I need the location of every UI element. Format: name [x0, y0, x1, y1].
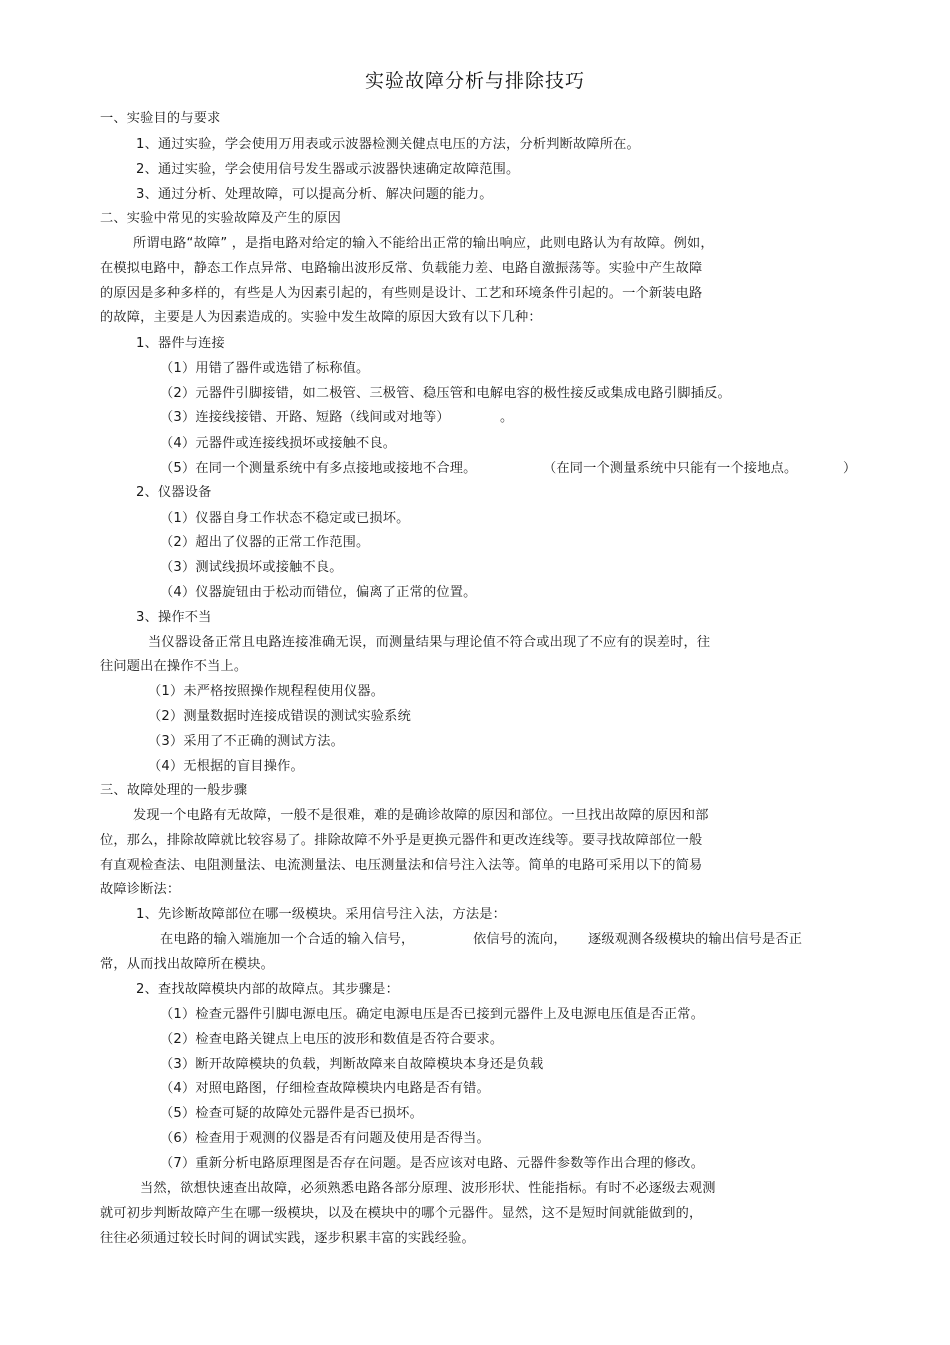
list-item: 3、通过分析、处理故障，可以提高分析、解决问题的能力。 [136, 187, 493, 202]
paragraph-line: 当仪器设备正常且电路连接准确无误，而测量结果与理论值不符合或出现了不应有的误差时，往 [148, 635, 711, 650]
paragraph-line: 的原因是多种多样的，有些是人为因素引起的，有些则是设计、工艺和环境条件引起的。一个新装电路 [100, 286, 703, 301]
paragraph-line: 所谓电路“故障” ，是指电路对给定的输入不能给出正常的输出响应，此则电路认为有故障。例如， [133, 236, 714, 251]
list-item: （7）重新分析电路原理图是否存在问题。是否应该对电路、元器件参数等作出合理的修改。 [160, 1156, 705, 1171]
list-item: （5）检查可疑的故障处元器件是否已损坏。 [160, 1106, 423, 1121]
section-heading: 一、实验目的与要求 [100, 111, 221, 126]
list-item: （3）连接线接错、开路、短路（线间或对地等） [160, 410, 450, 425]
paragraph-segment: 依信号的流向， [473, 932, 567, 947]
list-item: （1）用错了器件或选错了标称值。 [160, 361, 370, 376]
list-item: 1、先诊断故障部位在哪一级模块。采用信号注入法，方法是： [136, 907, 507, 922]
paragraph-line: 故障诊断法： [100, 882, 181, 897]
list-item: （4）元器件或连接线损坏或接触不良。 [160, 436, 397, 451]
list-item: （5）在同一个测量系统中有多点接地或接地不合理。 [160, 461, 477, 476]
list-item: （6）检查用于观测的仪器是否有问题及使用是否得当。 [160, 1131, 490, 1146]
paragraph-segment: 逐级观测各级模块的输出信号是否正 [588, 932, 803, 947]
list-item: （1）仪器自身工作状态不稳定或已损坏。 [160, 511, 410, 526]
paragraph-line: 常，从而找出故障所在模块。 [100, 957, 275, 972]
list-item-trail: 。 [500, 410, 514, 425]
list-item: 2、查找故障模块内部的故障点。其步骤是： [136, 982, 399, 997]
list-item: （2）测量数据时连接成错误的测试实验系统 [148, 709, 411, 724]
list-item: （2）超出了仪器的正常工作范围。 [160, 535, 370, 550]
subsection-heading: 2、仪器设备 [136, 485, 212, 500]
paragraph-segment: 在电路的输入端施加一个合适的输入信号， [160, 932, 415, 947]
section-heading: 二、实验中常见的实验故障及产生的原因 [100, 211, 341, 226]
list-item: （4）仪器旋钮由于松动而错位，偏离了正常的位置。 [160, 585, 477, 600]
list-item-note-close: ） [843, 461, 857, 476]
document-title: 实验故障分析与排除技巧 [364, 70, 585, 92]
section-heading: 三、故障处理的一般步骤 [100, 783, 248, 798]
list-item: 2、通过实验，学会使用信号发生器或示波器快速确定故障范围。 [136, 162, 520, 177]
paragraph-line: 往往必须通过较长时间的调试实践，逐步积累丰富的实践经验。 [100, 1231, 475, 1246]
list-item: （2）元器件引脚接错，如二极管、三极管、稳压管和电解电容的极性接反或集成电路引脚插反。 [160, 386, 731, 401]
list-item: （1）检查元器件引脚电源电压。确定电源电压是否已接到元器件上及电源电压值是否正常。 [160, 1007, 705, 1022]
list-item: （2）检查电路关键点上电压的波形和数值是否符合要求。 [160, 1032, 504, 1047]
list-item: （4）对照电路图，仔细检查故障模块内电路是否有错。 [160, 1081, 490, 1096]
list-item: （4）无根据的盲目操作。 [148, 759, 304, 774]
list-item: （3）采用了不正确的测试方法。 [148, 734, 345, 749]
paragraph-line: 就可初步判断故障产生在哪一级模块，以及在模块中的哪个元器件。显然，这不是短时间就能做到的， [100, 1206, 703, 1221]
paragraph-line: 位，那么，排除故障就比较容易了。排除故障不外乎是更换元器件和更改连线等。要寻找故障部位一般 [100, 833, 703, 848]
list-item: （1）未严格按照操作规程程使用仪器。 [148, 684, 385, 699]
list-item-note: （在同一个测量系统中只能有一个接地点。 [543, 461, 798, 476]
paragraph-line: 的故障，主要是人为因素造成的。实验中发生故障的原因大致有以下几种： [100, 310, 542, 325]
list-item: （3）测试线损坏或接触不良。 [160, 560, 343, 575]
paragraph-line: 发现一个电路有无故障，一般不是很难，难的是确诊故障的原因和部位。一旦找出故障的原因和部 [133, 808, 709, 823]
subsection-heading: 3、操作不当 [136, 610, 212, 625]
paragraph-line: 当然，欲想快速查出故障，必须熟悉电路各部分原理、波形形状、性能指标。有时不必逐级去观测 [140, 1181, 716, 1196]
list-item: （3）断开故障模块的负载，判断故障来自故障模块本身还是负载 [160, 1057, 544, 1072]
list-item: 1、通过实验，学会使用万用表或示波器检测关健点电压的方法，分析判断故障所在。 [136, 137, 640, 152]
paragraph-line: 往问题出在操作不当上。 [100, 659, 248, 674]
paragraph-line: 在模拟电路中，静态工作点异常、电路输出波形反常、负载能力差、电路自激振荡等。实验中产生故障 [100, 261, 703, 276]
paragraph-line: 有直观检查法、电阻测量法、电流测量法、电压测量法和信号注入法等。简单的电路可采用以下的简易 [100, 858, 703, 873]
subsection-heading: 1、器件与连接 [136, 336, 225, 351]
